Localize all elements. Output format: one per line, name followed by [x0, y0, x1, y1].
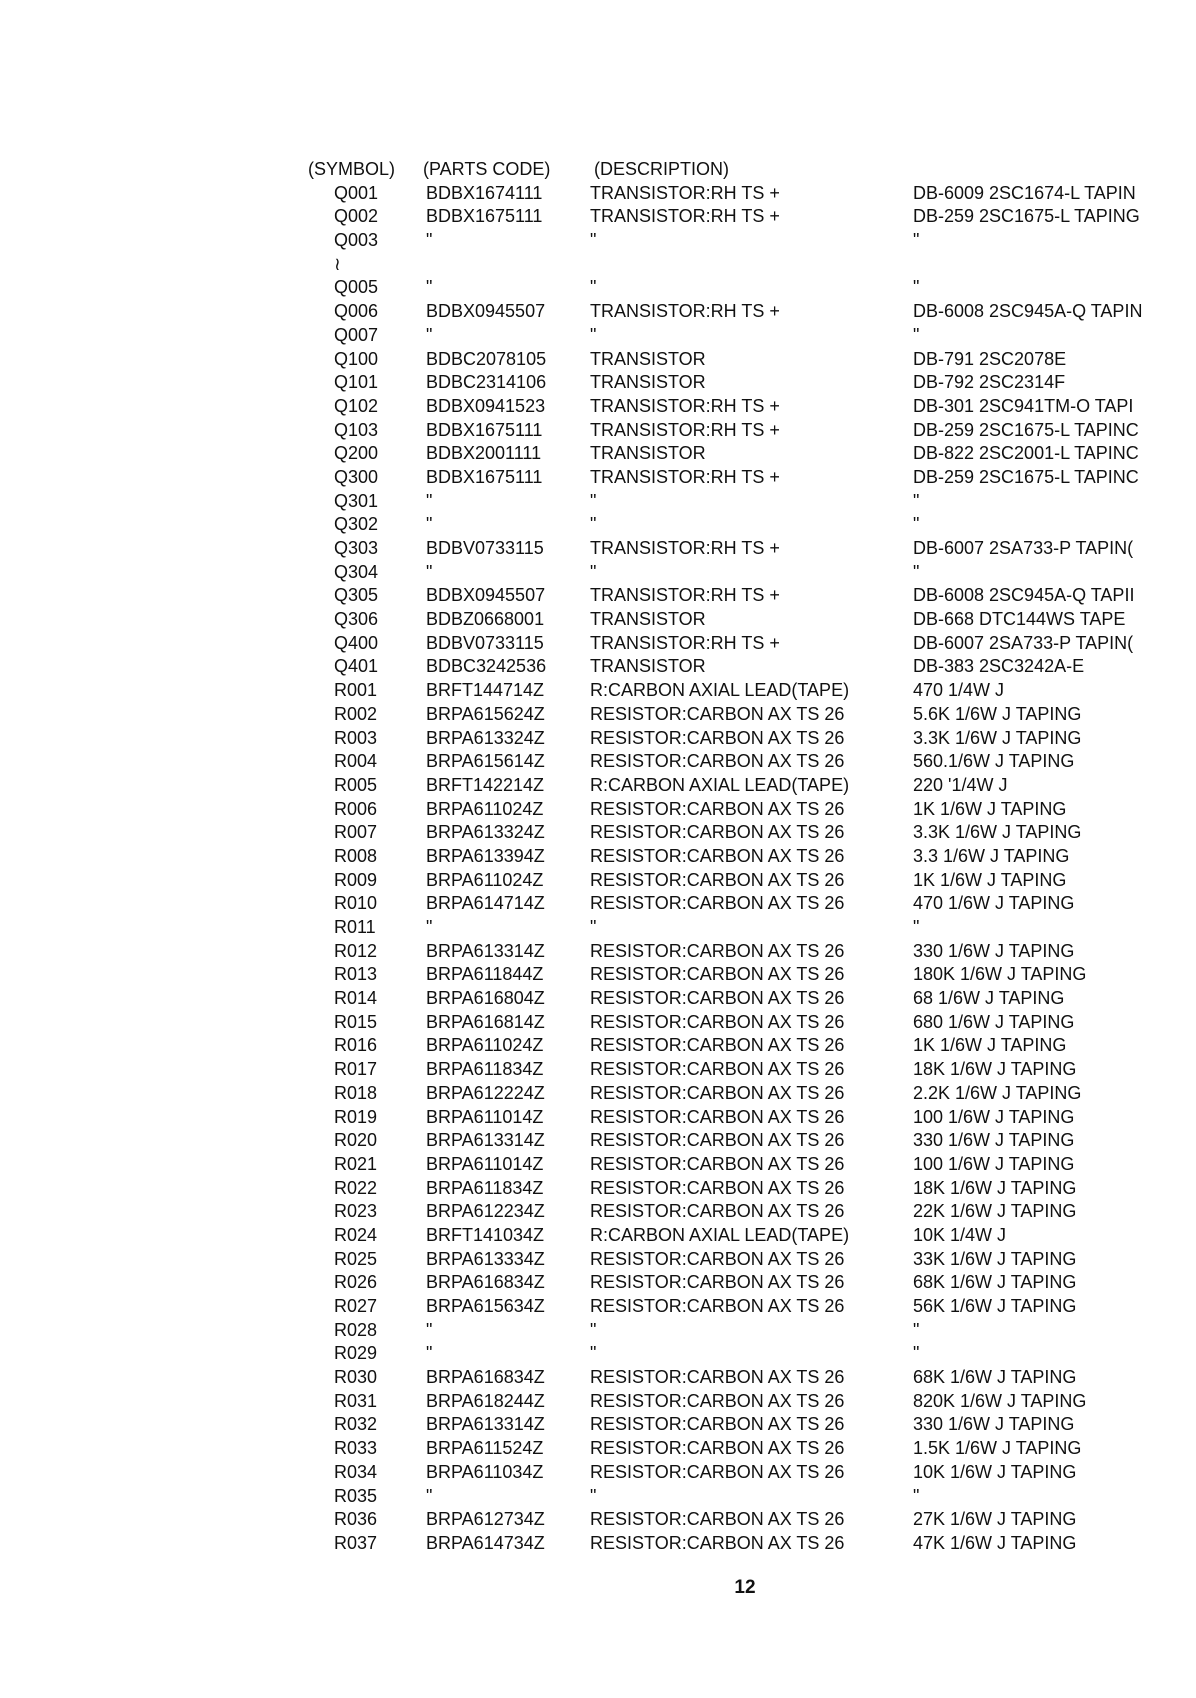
spec-cell: 10K 1/6W J TAPING — [913, 1461, 1077, 1482]
spec-cell: 330 1/6W J TAPING — [913, 1414, 1075, 1435]
table-row — [308, 798, 1196, 822]
spec-cell: " — [913, 324, 920, 345]
table-row — [308, 513, 1196, 537]
symbol-cell: Q303 — [334, 538, 379, 558]
spec-cell: DB-6007 2SA733-P TAPIN( — [913, 538, 1134, 558]
table-row — [308, 1532, 1196, 1556]
parts-code-cell: BRFT144714Z — [426, 680, 545, 701]
symbol-cell: R027 — [334, 1296, 378, 1316]
spec-cell: 68 1/6W J TAPING — [913, 988, 1065, 1009]
spec-cell: " — [913, 561, 920, 582]
description-cell: TRANSISTOR:RH TS + — [590, 585, 780, 606]
symbol-cell: R025 — [334, 1248, 378, 1269]
description-cell: RESISTOR:CARBON AX TS 26 — [590, 822, 845, 843]
spec-cell: DB-6007 2SA733-P TAPIN( — [913, 632, 1134, 653]
spec-cell: DB-6008 2SC945A-Q TAPIN — [913, 301, 1143, 322]
spec-cell: DB-6009 2SC1674-L TAPIN — [913, 182, 1136, 203]
column-header-row — [308, 158, 1196, 182]
spec-cell: 18K 1/6W J TAPING — [913, 1177, 1077, 1198]
table-row — [308, 1295, 1196, 1319]
symbol-cell: R003 — [334, 727, 378, 748]
parts-code-cell: " — [426, 230, 433, 251]
symbol-cell: Q003 — [334, 230, 379, 251]
parts-code-cell: BRPA616834Z — [426, 1367, 545, 1388]
parts-code-cell: BDBX0945507 — [426, 585, 546, 606]
parts-code-cell: BRPA613324Z — [426, 727, 545, 748]
description-cell: RESISTOR:CARBON AX TS 26 — [590, 703, 845, 724]
spec-cell: 1K 1/6W J TAPING — [913, 1035, 1067, 1056]
spec-cell: 3.3 1/6W J TAPING — [913, 845, 1070, 866]
description-cell: RESISTOR:CARBON AX TS 26 — [590, 798, 845, 819]
spec-cell: DB-791 2SC2078E — [913, 348, 1067, 369]
description-cell: RESISTOR:CARBON AX TS 26 — [590, 1059, 845, 1080]
spec-cell: 220 '1/4W J — [913, 774, 1008, 795]
description-cell: TRANSISTOR:RH TS + — [590, 538, 780, 558]
table-row — [308, 608, 1196, 632]
description-cell: RESISTOR:CARBON AX TS 26 — [590, 1461, 845, 1482]
table-row — [308, 490, 1196, 514]
symbol-cell: R001 — [334, 680, 378, 701]
description-cell: RESISTOR:CARBON AX TS 26 — [590, 727, 845, 748]
description-cell: RESISTOR:CARBON AX TS 26 — [590, 1296, 845, 1316]
description-cell: " — [590, 324, 597, 345]
symbol-cell: R024 — [334, 1224, 378, 1245]
table-row — [308, 300, 1196, 324]
spec-cell: DB-259 2SC1675-L TAPINC — [913, 466, 1139, 487]
table-row — [308, 1224, 1196, 1248]
parts-code-cell: " — [426, 1343, 433, 1364]
parts-code-cell: BRPA615624Z — [426, 703, 545, 724]
table-row — [308, 1153, 1196, 1177]
symbol-cell: R007 — [334, 822, 378, 843]
spec-cell: " — [913, 1319, 920, 1340]
symbol-cell: Q306 — [334, 609, 379, 630]
symbol-cell: R013 — [334, 964, 378, 985]
parts-code-cell: BRPA616834Z — [426, 1272, 545, 1293]
table-row — [308, 1366, 1196, 1390]
spec-cell: " — [913, 917, 920, 937]
table-row — [308, 1342, 1196, 1366]
parts-code-cell: BDBZ0668001 — [426, 609, 545, 630]
spec-cell: DB-822 2SC2001-L TAPINC — [913, 443, 1139, 464]
parts-code-cell: BRPA615614Z — [426, 751, 545, 772]
table-row — [308, 442, 1196, 466]
parts-code-cell: BRPA613314Z — [426, 1130, 545, 1151]
description-cell: " — [590, 1319, 597, 1340]
spec-cell: DB-383 2SC3242A-E — [913, 656, 1085, 677]
symbol-cell: R035 — [334, 1485, 378, 1506]
parts-rows — [308, 182, 1196, 1556]
table-row — [308, 1177, 1196, 1201]
table-row — [308, 916, 1196, 940]
table-row — [308, 940, 1196, 964]
table-row — [308, 205, 1196, 229]
spec-cell: DB-259 2SC1675-L TAPINC — [913, 419, 1139, 440]
parts-code-cell: BRPA613394Z — [426, 845, 545, 866]
table-row — [308, 892, 1196, 916]
spec-cell: 100 1/6W J TAPING — [913, 1153, 1075, 1174]
table-row — [308, 561, 1196, 585]
table-row — [308, 1034, 1196, 1058]
parts-code-cell: BDBC2314106 — [426, 372, 547, 393]
spec-cell: 2.2K 1/6W J TAPING — [913, 1082, 1082, 1103]
parts-code-cell: BDBX0945507 — [426, 301, 546, 322]
spec-cell: 5.6K 1/6W J TAPING — [913, 703, 1082, 724]
description-cell: RESISTOR:CARBON AX TS 26 — [590, 1272, 845, 1293]
parts-code-cell: BRPA612734Z — [426, 1509, 545, 1530]
parts-code-cell: BRPA611524Z — [426, 1438, 544, 1459]
description-cell: RESISTOR:CARBON AX TS 26 — [590, 1106, 845, 1127]
parts-code-cell: BDBX2001111 — [426, 443, 542, 464]
parts-code-cell: BRPA611034Z — [426, 1461, 544, 1482]
spec-cell: DB-301 2SC941TM-O TAPI — [913, 395, 1134, 416]
spec-cell: " — [913, 1343, 920, 1364]
spec-cell: DB-792 2SC2314F — [913, 372, 1066, 393]
symbol-cell: R032 — [334, 1414, 378, 1435]
parts-code-cell: BDBV0733115 — [426, 632, 544, 653]
table-row — [308, 371, 1196, 395]
description-cell: TRANSISTOR — [590, 443, 706, 464]
parts-code-cell: BRPA611014Z — [426, 1106, 544, 1127]
parts-code-column-header: (PARTS CODE) — [423, 159, 551, 179]
parts-code-cell: BRFT142214Z — [426, 774, 545, 795]
symbol-cell: Q302 — [334, 514, 379, 535]
symbol-cell: R036 — [334, 1509, 378, 1530]
description-cell: TRANSISTOR — [590, 656, 706, 677]
description-cell: RESISTOR:CARBON AX TS 26 — [590, 1367, 845, 1388]
table-row — [308, 1248, 1196, 1272]
symbol-cell: Q301 — [334, 490, 379, 511]
spec-cell: 180K 1/6W J TAPING — [913, 964, 1087, 985]
description-cell: RESISTOR:CARBON AX TS 26 — [590, 1438, 845, 1459]
symbol-cell: Q305 — [334, 585, 379, 606]
description-cell: TRANSISTOR:RH TS + — [590, 466, 780, 487]
parts-code-cell: BDBV0733115 — [426, 538, 544, 558]
description-cell: RESISTOR:CARBON AX TS 26 — [590, 1509, 845, 1530]
table-row — [308, 1129, 1196, 1153]
symbol-cell: R005 — [334, 774, 378, 795]
description-cell: " — [590, 230, 597, 251]
description-cell: RESISTOR:CARBON AX TS 26 — [590, 1130, 845, 1151]
symbol-cell: R031 — [334, 1390, 378, 1411]
spec-cell: 330 1/6W J TAPING — [913, 1130, 1075, 1151]
description-cell: RESISTOR:CARBON AX TS 26 — [590, 1011, 845, 1032]
table-row — [308, 1058, 1196, 1082]
parts-code-cell: BRPA611834Z — [426, 1177, 544, 1198]
description-cell: " — [590, 514, 597, 535]
page-number: 12 — [734, 1577, 756, 1598]
table-row — [308, 1461, 1196, 1485]
spec-cell: 68K 1/6W J TAPING — [913, 1367, 1077, 1388]
spec-cell: 22K 1/6W J TAPING — [913, 1201, 1077, 1222]
description-cell: RESISTOR:CARBON AX TS 26 — [590, 845, 845, 866]
symbol-cell: Q400 — [334, 632, 379, 653]
table-row — [308, 963, 1196, 987]
parts-code-cell: BRPA611834Z — [426, 1059, 544, 1080]
description-cell: R:CARBON AXIAL LEAD(TAPE) — [590, 680, 850, 701]
symbol-cell: R034 — [334, 1461, 378, 1482]
symbol-cell: R006 — [334, 798, 378, 819]
symbol-cell: Q006 — [334, 301, 379, 322]
table-row — [308, 987, 1196, 1011]
parts-code-cell: BRPA616814Z — [426, 1011, 545, 1032]
description-cell: RESISTOR:CARBON AX TS 26 — [590, 1248, 845, 1269]
spec-cell: 3.3K 1/6W J TAPING — [913, 727, 1082, 748]
spec-cell: 330 1/6W J TAPING — [913, 940, 1075, 961]
symbol-cell: R033 — [334, 1438, 378, 1459]
parts-code-cell: BRPA611014Z — [426, 1153, 544, 1174]
symbol-cell: R012 — [334, 940, 378, 961]
description-cell: RESISTOR:CARBON AX TS 26 — [590, 1177, 845, 1198]
description-cell: R:CARBON AXIAL LEAD(TAPE) — [590, 774, 850, 795]
parts-code-cell: BRPA613314Z — [426, 1414, 545, 1435]
parts-code-cell: BRPA615634Z — [426, 1296, 545, 1316]
spec-cell: 1K 1/6W J TAPING — [913, 798, 1067, 819]
parts-code-cell: " — [426, 561, 433, 582]
symbol-cell: R029 — [334, 1343, 378, 1364]
spec-cell: 3.3K 1/6W J TAPING — [913, 822, 1082, 843]
symbol-cell: Q001 — [334, 182, 379, 203]
description-cell: RESISTOR:CARBON AX TS 26 — [590, 869, 845, 890]
parts-code-cell: " — [426, 1319, 433, 1340]
spec-cell: 18K 1/6W J TAPING — [913, 1059, 1077, 1080]
description-cell: " — [590, 1343, 597, 1364]
table-row — [308, 703, 1196, 727]
symbol-cell: Q304 — [334, 561, 379, 582]
table-row — [308, 395, 1196, 419]
parts-code-cell: " — [426, 1485, 433, 1506]
parts-code-cell: BDBX1675111 — [426, 206, 543, 227]
description-cell: RESISTOR:CARBON AX TS 26 — [590, 893, 845, 914]
description-cell: " — [590, 917, 597, 937]
table-row — [308, 1200, 1196, 1224]
description-cell: TRANSISTOR:RH TS + — [590, 419, 780, 440]
table-row — [308, 869, 1196, 893]
description-cell: RESISTOR:CARBON AX TS 26 — [590, 964, 845, 985]
parts-code-cell: BDBX1675111 — [426, 419, 543, 440]
spec-cell: 27K 1/6W J TAPING — [913, 1509, 1077, 1530]
table-row — [308, 253, 1196, 277]
spec-cell: " — [913, 490, 920, 511]
symbol-cell: R008 — [334, 845, 378, 866]
table-row — [308, 1390, 1196, 1414]
spec-cell: 100 1/6W J TAPING — [913, 1106, 1075, 1127]
parts-code-cell: " — [426, 917, 433, 937]
table-row — [308, 229, 1196, 253]
parts-code-cell: " — [426, 514, 433, 535]
table-row — [308, 182, 1196, 206]
symbol-cell: R017 — [334, 1059, 378, 1080]
parts-code-cell: BRPA611024Z — [426, 798, 544, 819]
table-row — [308, 584, 1196, 608]
description-cell: RESISTOR:CARBON AX TS 26 — [590, 1532, 845, 1553]
symbol-cell: R020 — [334, 1130, 378, 1151]
spec-cell: 10K 1/4W J — [913, 1224, 1007, 1245]
symbol-cell: R016 — [334, 1035, 378, 1056]
description-cell: " — [590, 561, 597, 582]
parts-code-cell: BRPA612234Z — [426, 1201, 545, 1222]
parts-list-table — [308, 158, 1196, 1556]
symbol-cell: R009 — [334, 869, 378, 890]
parts-code-cell: BRPA613334Z — [426, 1248, 545, 1269]
symbol-cell: R028 — [334, 1319, 378, 1340]
table-row — [308, 1319, 1196, 1343]
spec-cell: " — [913, 277, 920, 298]
spec-cell: DB-6008 2SC945A-Q TAPII — [913, 585, 1135, 606]
symbol-cell: R037 — [334, 1532, 378, 1553]
spec-cell: DB-259 2SC1675-L TAPING — [913, 206, 1140, 227]
symbol-cell: R002 — [334, 703, 378, 724]
symbol-cell: R018 — [334, 1082, 378, 1103]
table-row — [308, 655, 1196, 679]
spec-cell: 1.5K 1/6W J TAPING — [913, 1438, 1082, 1459]
table-row — [308, 466, 1196, 490]
symbol-cell: Q300 — [334, 466, 379, 487]
parts-code-cell: BRPA614714Z — [426, 893, 545, 914]
description-cell: " — [590, 490, 597, 511]
description-cell: TRANSISTOR:RH TS + — [590, 206, 780, 227]
symbol-cell: R004 — [334, 751, 378, 772]
table-row — [308, 750, 1196, 774]
description-cell: RESISTOR:CARBON AX TS 26 — [590, 1153, 845, 1174]
table-row — [308, 1485, 1196, 1509]
spec-cell: 33K 1/6W J TAPING — [913, 1248, 1077, 1269]
symbol-column-header: (SYMBOL) — [308, 159, 396, 179]
symbol-cell: Q101 — [334, 372, 379, 393]
symbol-cell: R026 — [334, 1272, 378, 1293]
symbol-cell: Q100 — [334, 348, 379, 369]
spec-cell: 68K 1/6W J TAPING — [913, 1272, 1077, 1293]
parts-code-cell: BDBC3242536 — [426, 656, 547, 677]
symbol-cell: R015 — [334, 1011, 378, 1032]
description-cell: TRANSISTOR — [590, 348, 706, 369]
parts-code-cell: BDBX0941523 — [426, 395, 546, 416]
table-row — [308, 1011, 1196, 1035]
table-row — [308, 537, 1196, 561]
spec-cell: 47K 1/6W J TAPING — [913, 1532, 1077, 1553]
description-cell: TRANSISTOR — [590, 609, 706, 630]
description-cell: TRANSISTOR:RH TS + — [590, 301, 780, 322]
spec-cell: 820K 1/6W J TAPING — [913, 1390, 1087, 1411]
description-cell: RESISTOR:CARBON AX TS 26 — [590, 1035, 845, 1056]
symbol-cell: Q200 — [334, 443, 379, 464]
parts-code-cell: BRPA611024Z — [426, 1035, 544, 1056]
description-cell: " — [590, 277, 597, 298]
parts-code-cell: BRPA613314Z — [426, 940, 545, 961]
symbol-cell: R014 — [334, 988, 378, 1009]
table-row — [308, 821, 1196, 845]
parts-code-cell: BRPA614734Z — [426, 1532, 545, 1553]
parts-code-cell: BDBX1675111 — [426, 466, 543, 487]
description-cell: " — [590, 1485, 597, 1506]
table-row — [308, 774, 1196, 798]
symbol-cell: Q002 — [334, 206, 379, 227]
spec-cell: 680 1/6W J TAPING — [913, 1011, 1075, 1032]
spec-cell: " — [913, 1485, 920, 1506]
parts-code-cell: " — [426, 277, 433, 298]
parts-code-cell: BRPA611844Z — [426, 964, 544, 985]
description-cell: RESISTOR:CARBON AX TS 26 — [590, 1082, 845, 1103]
symbol-cell: R022 — [334, 1177, 378, 1198]
symbol-cell: R023 — [334, 1201, 378, 1222]
symbol-cell: R030 — [334, 1367, 378, 1388]
symbol-cell: R010 — [334, 893, 378, 914]
table-row — [308, 1508, 1196, 1532]
parts-code-cell: BRPA611024Z — [426, 869, 544, 890]
description-cell: TRANSISTOR:RH TS + — [590, 395, 780, 416]
description-cell: RESISTOR:CARBON AX TS 26 — [590, 1390, 845, 1411]
parts-code-cell: BRFT141034Z — [426, 1224, 545, 1245]
description-cell: RESISTOR:CARBON AX TS 26 — [590, 751, 845, 772]
parts-code-cell: " — [426, 324, 433, 345]
table-row — [308, 845, 1196, 869]
description-cell: TRANSISTOR — [590, 372, 706, 393]
description-cell: RESISTOR:CARBON AX TS 26 — [590, 1414, 845, 1435]
spec-cell: 470 1/4W J — [913, 680, 1005, 701]
description-cell: RESISTOR:CARBON AX TS 26 — [590, 988, 845, 1009]
description-cell: R:CARBON AXIAL LEAD(TAPE) — [590, 1224, 850, 1245]
table-row — [308, 1082, 1196, 1106]
symbol-cell: Q007 — [334, 324, 379, 345]
symbol-cell: R011 — [334, 917, 376, 937]
symbol-cell: R019 — [334, 1106, 378, 1127]
table-row — [308, 679, 1196, 703]
spec-cell: 560.1/6W J TAPING — [913, 751, 1075, 772]
table-row — [308, 1106, 1196, 1130]
table-row — [308, 1271, 1196, 1295]
symbol-cell: ≀ — [334, 253, 341, 274]
table-row — [308, 324, 1196, 348]
symbol-cell: Q005 — [334, 277, 379, 298]
description-column-header: (DESCRIPTION) — [594, 159, 729, 179]
description-cell: RESISTOR:CARBON AX TS 26 — [590, 940, 845, 961]
table-row — [308, 727, 1196, 751]
table-row — [308, 1413, 1196, 1437]
spec-cell: 56K 1/6W J TAPING — [913, 1296, 1077, 1316]
symbol-cell: R021 — [334, 1153, 378, 1174]
table-row — [308, 276, 1196, 300]
spec-cell: DB-668 DTC144WS TAPE — [913, 609, 1126, 630]
description-cell: TRANSISTOR:RH TS + — [590, 632, 780, 653]
parts-code-cell: BRPA618244Z — [426, 1390, 545, 1411]
spec-cell: 1K 1/6W J TAPING — [913, 869, 1067, 890]
symbol-cell: Q103 — [334, 419, 379, 440]
parts-code-cell: BDBC2078105 — [426, 348, 547, 369]
symbol-cell: Q102 — [334, 395, 379, 416]
parts-code-cell: BRPA616804Z — [426, 988, 545, 1009]
table-row — [308, 632, 1196, 656]
description-cell: RESISTOR:CARBON AX TS 26 — [590, 1201, 845, 1222]
table-row — [308, 419, 1196, 443]
parts-code-cell: BDBX1674111 — [426, 182, 543, 203]
symbol-cell: Q401 — [334, 656, 379, 677]
table-row — [308, 348, 1196, 372]
spec-cell: " — [913, 514, 920, 535]
parts-code-cell: BRPA612224Z — [426, 1082, 545, 1103]
parts-code-cell: " — [426, 490, 433, 511]
spec-cell: " — [913, 230, 920, 251]
spec-cell: 470 1/6W J TAPING — [913, 893, 1075, 914]
table-row — [308, 1437, 1196, 1461]
parts-code-cell: BRPA613324Z — [426, 822, 545, 843]
description-cell: TRANSISTOR:RH TS + — [590, 182, 780, 203]
